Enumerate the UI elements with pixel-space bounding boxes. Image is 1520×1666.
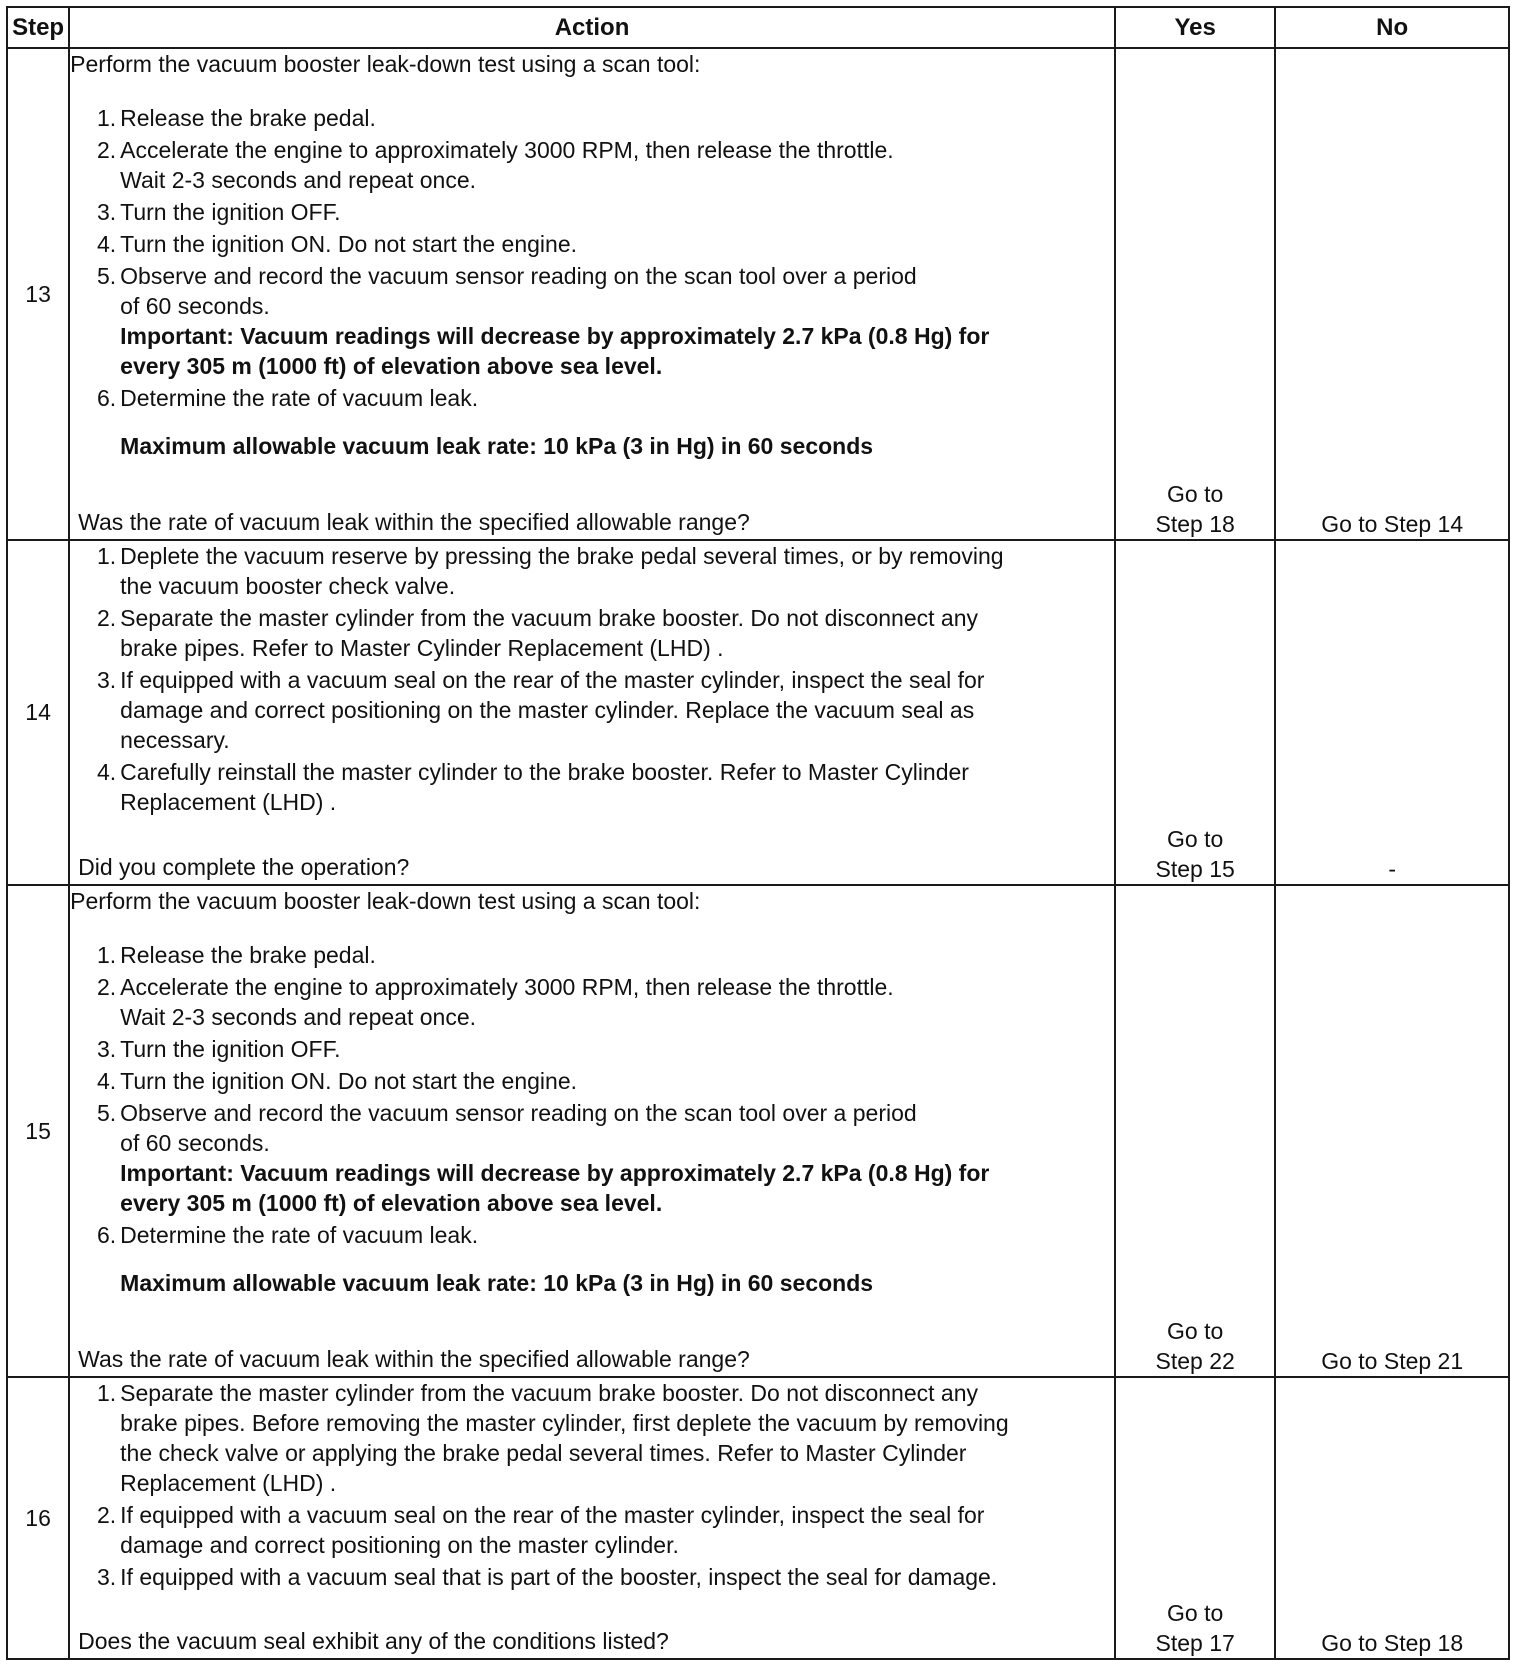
list-item: 3. If equipped with a vacuum seal that is part of the booster, inspect the seal for damage. [96, 1564, 998, 1590]
list-item: 2. Accelerate the engine to approximately 3000 RPM, then release the throttle. Wait 2-3 seconds and repeat once. [96, 137, 894, 193]
procedure-list [70, 940, 1114, 1250]
no-cell: - [1275, 540, 1509, 885]
spec-note: Maximum allowable vacuum leak rate: 10 kPa (3 in Hg) in 60 seconds [120, 1270, 874, 1296]
procedure-list [70, 103, 1114, 413]
yes-cell: Go to Step 18 [1115, 48, 1275, 540]
action-cell [69, 48, 1115, 540]
action-intro: Perform the vacuum booster leak-down test using a scan tool: [70, 888, 701, 914]
action-intro: Perform the vacuum booster leak-down test using a scan tool: [70, 51, 701, 77]
header-yes: Yes [1115, 7, 1275, 48]
table-row [7, 1377, 1509, 1659]
list-item: 1. Separate the master cylinder from the vacuum brake booster. Do not disconnect any brake pipes. Before removing the master cylinder, first deplete the vacuum by removing the check valve or applying the brake pedal several times. Refer to Master Cylinder Replacement (LHD) . [96, 1380, 1009, 1496]
list-item: 3. Turn the ignition OFF. [96, 199, 341, 225]
list-item: 2. If equipped with a vacuum seal on the rear of the master cylinder, inspect the seal for damage and correct positioning on the master cylinder. [96, 1502, 985, 1558]
yes-cell: Go to Step 15 [1115, 540, 1275, 885]
list-item: 5. Observe and record the vacuum sensor reading on the scan tool over a period of 60 seconds. Important: Vacuum readings will decrease by approximately 2.7 kPa (0.8 Hg) for every 305 m (1000 ft) of elevation above sea level. [96, 263, 990, 379]
table-row [7, 48, 1509, 540]
list-item: 1. Release the brake pedal. [96, 942, 376, 968]
list-item: 1. Release the brake pedal. [96, 105, 376, 131]
no-cell: Go to Step 21 [1275, 885, 1509, 1377]
step-number: 16 [7, 1377, 69, 1659]
spec-note: Maximum allowable vacuum leak rate: 10 kPa (3 in Hg) in 60 seconds [120, 433, 874, 459]
yes-cell: Go to Step 22 [1115, 885, 1275, 1377]
step-number: 15 [7, 885, 69, 1377]
important-note: Important: Vacuum readings will decrease by approximately 2.7 kPa (0.8 Hg) for [120, 1160, 990, 1186]
list-item: 4. Turn the ignition ON. Do not start the engine. [96, 1068, 578, 1094]
list-item: 6. Determine the rate of vacuum leak. [96, 1222, 479, 1248]
list-item: 5. Observe and record the vacuum sensor reading on the scan tool over a period of 60 seconds. Important: Vacuum readings will decrease by approximately 2.7 kPa (0.8 Hg) for every 305 m (1000 ft) of elevation above sea level. [96, 1100, 990, 1216]
important-note: Important: Vacuum readings will decrease by approximately 2.7 kPa (0.8 Hg) for [120, 323, 990, 349]
question: Was the rate of vacuum leak within the specified allowable range? [78, 509, 750, 535]
action-cell [69, 885, 1115, 1377]
action-cell [69, 1377, 1115, 1659]
list-item: 4. Carefully reinstall the master cylinder to the brake booster. Refer to Master Cylinder Replacement (LHD) . [96, 759, 969, 815]
list-item: 3. Turn the ignition OFF. [96, 1036, 341, 1062]
question: Does the vacuum seal exhibit any of the conditions listed? [78, 1628, 669, 1654]
action-cell [69, 540, 1115, 885]
list-item: 4. Turn the ignition ON. Do not start the engine. [96, 231, 578, 257]
question: Was the rate of vacuum leak within the specified allowable range? [78, 1346, 750, 1372]
question: Did you complete the operation? [78, 854, 410, 880]
yes-cell: Go to Step 17 [1115, 1377, 1275, 1659]
procedure-list [70, 541, 1114, 817]
table-row [7, 885, 1509, 1377]
step-number: 13 [7, 48, 69, 540]
diagnostic-table [6, 6, 1510, 1660]
list-item: 1. Deplete the vacuum reserve by pressing the brake pedal several times, or by removing the vacuum booster check valve. [96, 543, 1004, 599]
header-action: Action [69, 7, 1115, 48]
header-row [7, 7, 1509, 48]
header-no: No [1275, 7, 1509, 48]
table-row [7, 540, 1509, 885]
list-item: 6. Determine the rate of vacuum leak. [96, 385, 479, 411]
no-cell: Go to Step 18 [1275, 1377, 1509, 1659]
header-step: Step [7, 7, 69, 48]
procedure-list [70, 1378, 1114, 1592]
step-number: 14 [7, 540, 69, 885]
list-item: 2. Separate the master cylinder from the vacuum brake booster. Do not disconnect any brake pipes. Refer to Master Cylinder Replacement (LHD) . [96, 605, 978, 661]
no-cell: Go to Step 14 [1275, 48, 1509, 540]
list-item: 3. If equipped with a vacuum seal on the rear of the master cylinder, inspect the seal for damage and correct positioning on the master cylinder. Replace the vacuum seal as necessary. [96, 667, 985, 753]
list-item: 2. Accelerate the engine to approximately 3000 RPM, then release the throttle. Wait 2-3 seconds and repeat once. [96, 974, 894, 1030]
